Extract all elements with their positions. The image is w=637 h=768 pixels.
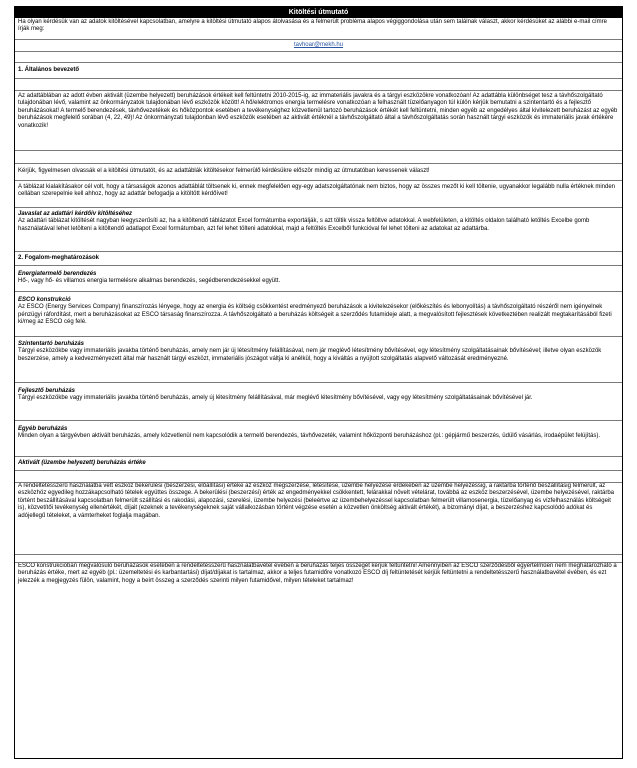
email-cell[interactable] — [15, 40, 622, 52]
definition-cell[interactable] — [15, 266, 622, 292]
esco-value-text: ESCO konstrukcióban megvalósuló beruházások esetében a rendeltetésszerű használatbavétel évében a beruházás teljes összegét kérjük feltüntetni! Amennyiben az ESCO szerződésből egyértelműen nem meghatározható a beruházás értéke, mert az egyéb (pl.: üzemeltetési és karbantartási) díjat/díjakat is tartalmaz, akkor a teljes futamidőre vonatkozó ESCO díj feltüntetését kérjük feltüntetni a rendeltetésszerű használatbavétel évében, és ezt jelezzék a megjegyzés fülön, valamint, hogy a beírt összeg a szerződés szerinti milyen futamidővel, milyen tételeket tartalmaz! — [18, 563, 617, 584]
definition-term: Fejlesztő beruházás — [18, 388, 76, 394]
definition-text: Hő-, vagy hő- és villamos energia termelésre alkalmas berendezés, segédberendezésekkel együtt. — [18, 278, 281, 285]
suggestion-heading: Javaslat az adattári kérdőív kitöltéséhez — [18, 211, 133, 217]
suggestion-text: Az adattári táblázat kitöltését nagyban leegyszerűsíti az, ha a kitöltendő táblázatot Excel formátumba exportálják, s azt töltik vissza feltöltve adatokkal. A webfelületen, a kitöltés oldalon található letöltés Excelbe gomb használatával lehet letölteni a kitöltendő adatlapot Excel formátumban, azt fel lehet tölteni adatokkal, majd a feltöltés Excelből funkcióval fel lehet tölteni az adatokat az adattárba. — [18, 218, 590, 232]
definition-term: ESCO konstrukció — [18, 297, 71, 303]
sheet-title: Kitöltési útmutató — [15, 7, 622, 18]
empty-cell[interactable] — [15, 151, 622, 164]
definition-text: Tárgyi eszközökbe vagy immateriális javakba történő beruházás, amely új létesítmény felállításával, már meglévő létesítmény bővítésével, vagy egy létesítmény szolgáltatásainak bővítésével jár. — [18, 395, 533, 402]
read-guide-cell[interactable] — [15, 164, 622, 181]
definition-cell[interactable] — [15, 292, 622, 337]
definition-cell[interactable] — [15, 457, 622, 471]
read-guide-text: Kérjük, figyelmesen olvassák el a kitöltési útmutatót, és az adattáblák kitöltésekor felmerülő kérdésükre először mindig az útmutatóban keressenek választ! — [18, 168, 430, 174]
intro-cell[interactable] — [15, 18, 622, 40]
intro-text: Ha olyan kérdésük van az adatok kitöltésével kapcsolatban, amelyre a kitöltési útmutató alapos átolvasása és a felmerült probléma alapos végiggondolása után sem találnak választ, akkor kérdésüket az alábbi e-mail címre írják meg: — [18, 19, 607, 33]
section2-heading[interactable]: 2. Fogalom-meghatározások — [15, 252, 622, 266]
definition-cell[interactable] — [15, 421, 622, 457]
empty-cell[interactable] — [15, 555, 622, 563]
general-intro-cell[interactable] — [15, 91, 622, 151]
definition-text: Minden olyan a tárgyévben aktivált beruházás, amely közvetlenül nem kapcsolódik a termelő berendezés, távhővezeték, valamint hőközponti beruházáshoz (pl.: gépjármű beszerzés, üdülő vásárlás, irodaépület felújítás). — [18, 433, 600, 440]
definition-text: Az ESCO (Energy Services Company) finanszírozás lényege, hogy az energia és költség csökkentést eredményező beruházások a kivitelezésekor (előkészítés és lebonyolítás) a távhőszolgáltató részéről nem igényelnek pénzügyi ráfordítást, mert a beruházásokat az ESCO társaság finanszírozza. A távhőszolgáltató a beruházás költségeit a szerződés futamideje alatt, a megvalósított fejlesztések következtében realizált megtakarításából fizeti ki/meg az ESCO cég felé. — [18, 304, 612, 326]
table-design-cell[interactable] — [15, 181, 622, 208]
empty-cell[interactable] — [15, 471, 622, 483]
definition-cell[interactable] — [15, 337, 622, 383]
general-intro-text: Az adattáblában az adott évben aktivált (üzembe helyezett) beruházások értékeit kell feltüntetni 2010-2015-ig, az immateriális javakra és a tárgyi eszközökre vonatkozóan! Az adattábla különbséget tesz a távhőszolgáltató tulajdonában lévő, valamint az önkormányzatok tulajdonában lévő eszközök között! A hő/elektromos energia termelésre vonatkozóan a felhasznált tüzelőanyagon túl külön kérjük bemutatni a szintentartó és a fejlesztő beruházásokat! A termelő berendezések, távhővezetékek és hőközpontok esetében a tevékenységhez közvetlenül tartozó beruházások értékét kell feltüntetni, minden egyéb az engedélyes által kivitelezett beruházást az egyéb beruházások megfelelő sorában (4, 22, 49)! Az önkormányzati tulajdonban lévő eszközök esetében az aktivált értéknél a távhőszolgáltató által a távhőszolgáltatás során használt tárgyi eszközök és immateriális javak értékére vonatkozik! — [18, 93, 618, 129]
email-link[interactable]: tavhoar@mekh.hu — [293, 42, 344, 48]
table-design-text: A táblázat kialakításakor cél volt, hogy a társaságok azonos adattáblát töltsenek ki, ennek megfelelően egy-egy adatszolgáltatónak nem biztos, hogy az összes mezőt ki kell töltenie, ugyanakkor legalább nulla értéknek minden cellában szerepelnie kell ahhoz, hogy az adattár befogadja a kitöltött kérdőívet! — [18, 184, 616, 198]
empty-cell[interactable] — [15, 79, 622, 91]
definition-text: Tárgyi eszközökbe vagy immateriális javakba történő beruházás, amely nem jár új létesítmény felállításával, nem jár meglévő létesítmény bővítésével, egy létesítmény szolgáltatásainak bővítésével; illetve olyan eszközök beszerzése, amely a kedvezményezett által már használt tárgyi eszközt, immateriális jószágot váltja ki anélkül, hogy a kiváltás a nyújtott szolgáltatás alapvető változását eredményezné. — [18, 348, 602, 362]
suggestion-cell[interactable] — [15, 208, 622, 252]
definition-cell[interactable] — [15, 383, 622, 421]
instructions-sheet — [14, 6, 623, 759]
section1-heading[interactable]: 1. Általános bevezető — [15, 63, 622, 79]
empty-cell[interactable] — [15, 52, 622, 63]
definition-term: Egyéb beruházás — [18, 426, 68, 432]
activated-value-cell[interactable] — [15, 483, 622, 555]
definition-term: Energiatermelő berendezés — [18, 271, 97, 277]
definition-term: Szintentartó beruházás — [18, 341, 85, 347]
esco-value-cell[interactable] — [15, 563, 622, 603]
activated-value-text: A rendeltetésszerű használatba vett eszköz bekerülési (beszerzési, előállítási) értéke az eszköz megszerzése, létesítése, üzembe helyezése érdekében az üzembe helyezéssig, a raktárba történő beszállításig felmerült, az eszközhöz egyedileg hozzákapcsolható tételek együttes összege. A bekerülési (beszerzési) érték az engedményekkel csökkentett, felárakkal növelt vételárat, továbbá az eszköz beszerzésével, üzembe helyezésével, raktárba történt beszállításával kapcsolatban felmerült szállítási és rakodási, alapozási, szerelési, üzembe helyezési (beleértve az üzembehelyezéssel kapcsolatban felmerült villamosenergia, tüzelőanyag és vízfelhasználás költségeit is), közvetítői tevékenység ellenértékét, díjait (ezeknek a tevékenységeknek saját vállalkozásban történt végzése esetén a közvetlen önköltség aktivált értékét), a bizományi díjat, a beszerzéshez kapcsolódó adókat és adójellegű tételeket, a vámterheket foglalja magában. — [18, 483, 614, 519]
definition-term: Aktivált (üzembe helyezett) beruházás értéke — [18, 460, 146, 466]
